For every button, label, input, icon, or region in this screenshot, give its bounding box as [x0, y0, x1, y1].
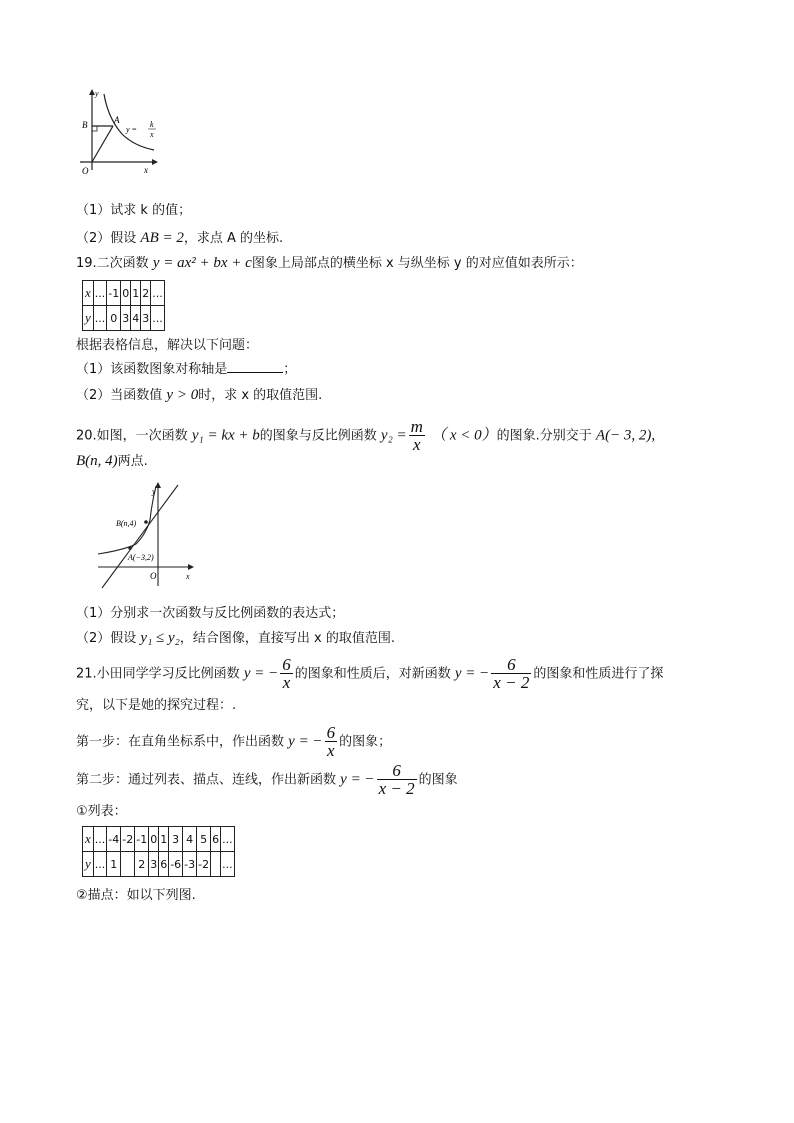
- q21-plot-label: ②描点：如以下列图.: [76, 888, 196, 903]
- table-cell: 0: [107, 306, 121, 331]
- q21-value-table: [82, 826, 235, 877]
- q20-figure: [94, 482, 200, 590]
- q19-part2-math: y > 0: [166, 387, 199, 403]
- table-cell: x: [83, 281, 94, 306]
- table-cell: 1: [107, 852, 121, 877]
- table-cell: [211, 852, 221, 877]
- q21-f1-fraction: [280, 656, 293, 692]
- q20-condition: （ x < 0）: [431, 427, 497, 444]
- table-cell: 3: [141, 306, 151, 331]
- label-x: x: [144, 165, 148, 175]
- q19-stem: [76, 253, 583, 274]
- table-cell: 0: [121, 281, 131, 306]
- linear-line: [102, 485, 178, 588]
- q19-instruction: 根据表格信息，解决以下问题：: [76, 338, 259, 353]
- q21-step1-lhs: y = −: [288, 733, 323, 750]
- fraction-denominator: x − 2: [493, 673, 530, 692]
- q21-step2-lhs: y = −: [340, 771, 375, 788]
- q20-part2-math: y₁ ≤ y₂: [140, 630, 180, 646]
- table-cell: ...: [221, 852, 235, 877]
- q18-part2-math: AB = 2: [140, 230, 184, 246]
- q19-part2-post: 时，求 x 的取值范围.: [198, 388, 323, 403]
- label-a: A(−3,2): [128, 553, 154, 562]
- table-cell: ...: [93, 827, 107, 852]
- q21-mid: 的图象和性质后，对新函数: [294, 666, 451, 682]
- point-a-dot: [128, 546, 132, 550]
- right-angle-mark: [92, 126, 97, 131]
- fraction-denominator: x: [280, 673, 293, 692]
- q21-step2: [76, 762, 458, 798]
- q20-part1: （1）分别求一次函数与反比例函数的表达式；: [76, 606, 345, 621]
- q21-step2-pre: 第二步：通过列表、描点、连线，作出新函数: [76, 772, 337, 788]
- table-cell: -2: [121, 827, 135, 852]
- q20-point-a: A(− 3, 2),: [595, 427, 656, 444]
- q21-step1-post: 的图象；: [339, 734, 392, 750]
- fraction-numerator: 6: [507, 655, 516, 674]
- q20-pre: 20.如图，一次函数: [76, 428, 188, 444]
- label-b: B: [82, 120, 88, 130]
- x-axis-arrow: [152, 159, 158, 165]
- table-cell: ...: [93, 306, 107, 331]
- table-row: [83, 306, 165, 331]
- q20-stem: [76, 418, 655, 454]
- table-cell: 3: [121, 306, 131, 331]
- q21-stem: [76, 656, 663, 692]
- label-x: x: [186, 572, 190, 581]
- label-o: O: [150, 571, 157, 581]
- q18-part2-post: ，求点 A 的坐标.: [183, 231, 284, 246]
- table-cell: y: [83, 306, 94, 331]
- q21-post: 的图象和性质进行了探: [533, 666, 664, 682]
- q20-part2-post: ，结合图像，直接写出 x 的取值范围.: [179, 631, 395, 646]
- q20-post2: 两点.: [117, 454, 148, 469]
- table-cell: 4: [183, 827, 197, 852]
- table-cell: 3: [169, 827, 183, 852]
- q19-post: 图象上局部点的横坐标 x 与纵坐标 y 的对应值如表所示：: [251, 256, 583, 271]
- point-b-dot: [144, 520, 148, 524]
- q19-part1-post: ；: [283, 362, 297, 377]
- q21-f2-fraction: [491, 656, 531, 692]
- q19-part2: [76, 385, 322, 406]
- fraction-numerator: m: [410, 417, 423, 436]
- label-b: B(n,4): [116, 519, 137, 528]
- fraction-denominator: x: [325, 741, 338, 760]
- label-a: A: [114, 115, 120, 125]
- table-cell: 1: [131, 281, 141, 306]
- table-cell: ...: [151, 306, 165, 331]
- table-cell: -1: [135, 827, 149, 852]
- q18-part2: [76, 228, 283, 249]
- table-cell: -3: [183, 852, 197, 877]
- table-cell: 4: [131, 306, 141, 331]
- q19-pre: 19.二次函数: [76, 256, 149, 271]
- curve-label-den: x: [150, 130, 154, 139]
- fraction-denominator: x − 2: [378, 779, 415, 798]
- table-cell: 6: [211, 827, 221, 852]
- q20-mid: 的图象与反比例函数: [259, 428, 377, 444]
- table-cell: 3: [149, 852, 159, 877]
- table-cell: -4: [107, 827, 121, 852]
- label-o: O: [82, 166, 89, 176]
- curve-label-lhs: y =: [126, 125, 137, 134]
- table-cell: 2: [135, 852, 149, 877]
- fraction-numerator: 6: [282, 655, 291, 674]
- q21-step1: [76, 724, 391, 760]
- label-y: y: [95, 89, 99, 98]
- q20-part2-pre: （2）假设: [76, 631, 137, 646]
- q19-part2-pre: （2）当函数值: [76, 388, 163, 403]
- label-y: y: [152, 487, 156, 496]
- fraction-numerator: 6: [392, 761, 401, 780]
- table-cell: ...: [221, 827, 235, 852]
- q21-pre: 21.小田同学学习反比例函数: [76, 666, 240, 682]
- table-cell: -6: [169, 852, 183, 877]
- q20-inverse-lhs: y₂ =: [380, 427, 407, 444]
- table-cell: ...: [151, 281, 165, 306]
- q21-f1-lhs: y = −: [243, 665, 279, 682]
- q21-step1-pre: 第一步：在直角坐标系中，作出函数: [76, 734, 285, 750]
- q18-part1: （1）试求 k 的值；: [76, 203, 192, 218]
- x-axis-arrow: [188, 564, 194, 570]
- table-cell: 6: [159, 852, 169, 877]
- q18-part2-pre: （2）假设: [76, 231, 137, 246]
- table-cell: y: [83, 852, 94, 877]
- q21-step1-fraction: [325, 724, 338, 760]
- q18-figure: [78, 88, 168, 180]
- q21-step2-post: 的图象: [418, 772, 458, 788]
- q19-function: y = ax² + bx + c: [152, 255, 252, 271]
- table-row: [83, 852, 235, 877]
- q20-point-b: B(n, 4): [76, 453, 118, 469]
- hyperbola-curve: [104, 94, 154, 150]
- q20-linear-function: y₁ = kx + b: [191, 427, 260, 444]
- q21-stem-line2: 究，以下是她的探究过程：.: [76, 698, 237, 713]
- q20-inverse-fraction: [409, 418, 425, 454]
- q19-part1-pre: （1）该函数图象对称轴是: [76, 362, 228, 377]
- table-cell: [121, 852, 135, 877]
- q21-list-label: ①列表：: [76, 804, 127, 819]
- fraction-denominator: x: [409, 435, 425, 454]
- table-cell: x: [83, 827, 94, 852]
- table-cell: 0: [149, 827, 159, 852]
- q21-f2-lhs: y = −: [454, 665, 490, 682]
- q20-stem-line2: [76, 451, 148, 472]
- table-cell: -2: [197, 852, 211, 877]
- q19-part1: [76, 360, 296, 380]
- table-row: [83, 827, 235, 852]
- table-cell: ...: [93, 281, 107, 306]
- table-cell: ...: [93, 852, 107, 877]
- answer-blank[interactable]: [227, 360, 283, 373]
- table-row: [83, 281, 165, 306]
- table-cell: -1: [107, 281, 121, 306]
- table-cell: 5: [197, 827, 211, 852]
- q21-step2-fraction: [377, 762, 417, 798]
- table-cell: 2: [141, 281, 151, 306]
- fraction-numerator: 6: [326, 723, 336, 742]
- q20-post: 的图象.分别交于: [496, 428, 592, 444]
- q19-value-table: [82, 280, 165, 331]
- q20-part2: [76, 628, 395, 649]
- table-cell: 1: [159, 827, 169, 852]
- curve-label-num: k: [150, 120, 154, 129]
